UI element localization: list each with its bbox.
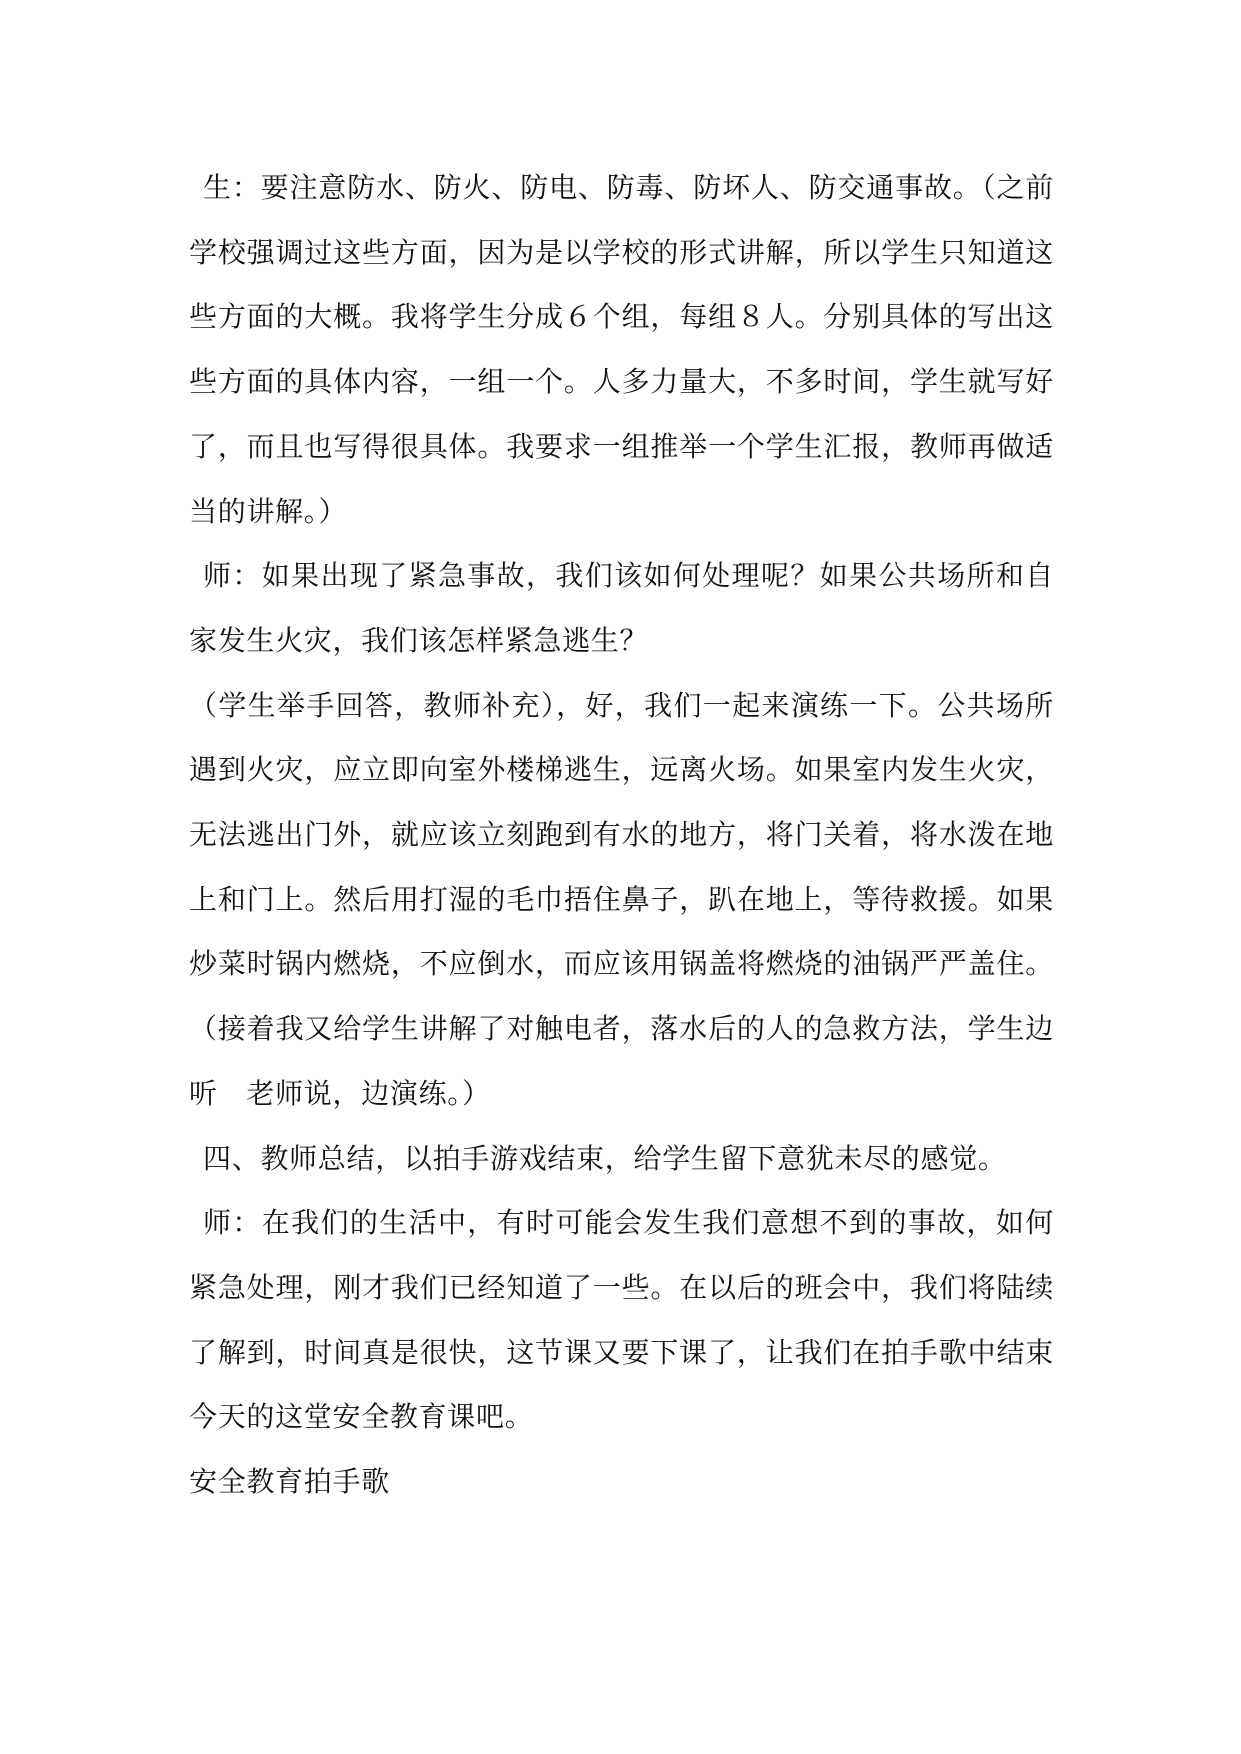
paragraph-song-title: 安全教育拍手歌 (189, 1465, 390, 1499)
paragraph-student-answer: 生：要注意防水、防火、防电、防毒、防坏人、防交通事故。（之前学校强调过这些方面，因为是以学校的形式讲解，所以学生只知道这些方面的大概。我将学生分成６个组，每组８人。分别具体的写出这些方面的具体内容，一组一个。人多力量大，不多时间，学生就写好了，而且也写得很具体。我要求一组推举一个学生汇报，教师再做适当的讲解。） (189, 171, 1054, 528)
paragraph-drill-practice: （学生举手回答，教师补充），好，我们一起来演练一下。公共场所遇到火灾，应立即向室外楼梯逃生，远离火场。如果室内发生火灾，无法逃出门外，就应该立刻跑到有水的地方，将门关着，将水泼在地上和门上。然后用打湿的毛巾捂住鼻子，趴在地上，等待救援。如果炒菜时锅内燃烧，不应倒水，而应该用锅盖将燃烧的油锅严严盖住。（接着我又给学生讲解了对触电者，落水后的人的急救方法，学生边听 老师说，边演练。） (189, 688, 1054, 1110)
paragraph-teacher-question: 师：如果出现了紧急事故，我们该如何处理呢？如果公共场所和自家发生火灾，我们该怎样紧急逃生？ (189, 559, 1054, 657)
paragraph-section-four: 四、教师总结，以拍手游戏结束，给学生留下意犹未尽的感觉。 (203, 1141, 1007, 1175)
document-body (189, 156, 1054, 1515)
paragraph-teacher-summary: 师：在我们的生活中，有时可能会发生我们意想不到的事故，如何紧急处理，刚才我们已经知道了一些。在以后的班会中，我们将陆续了解到，时间真是很快，这节课又要下课了，让我们在拍手歌中结束今天的这堂安全教育课吧。 (189, 1206, 1054, 1434)
